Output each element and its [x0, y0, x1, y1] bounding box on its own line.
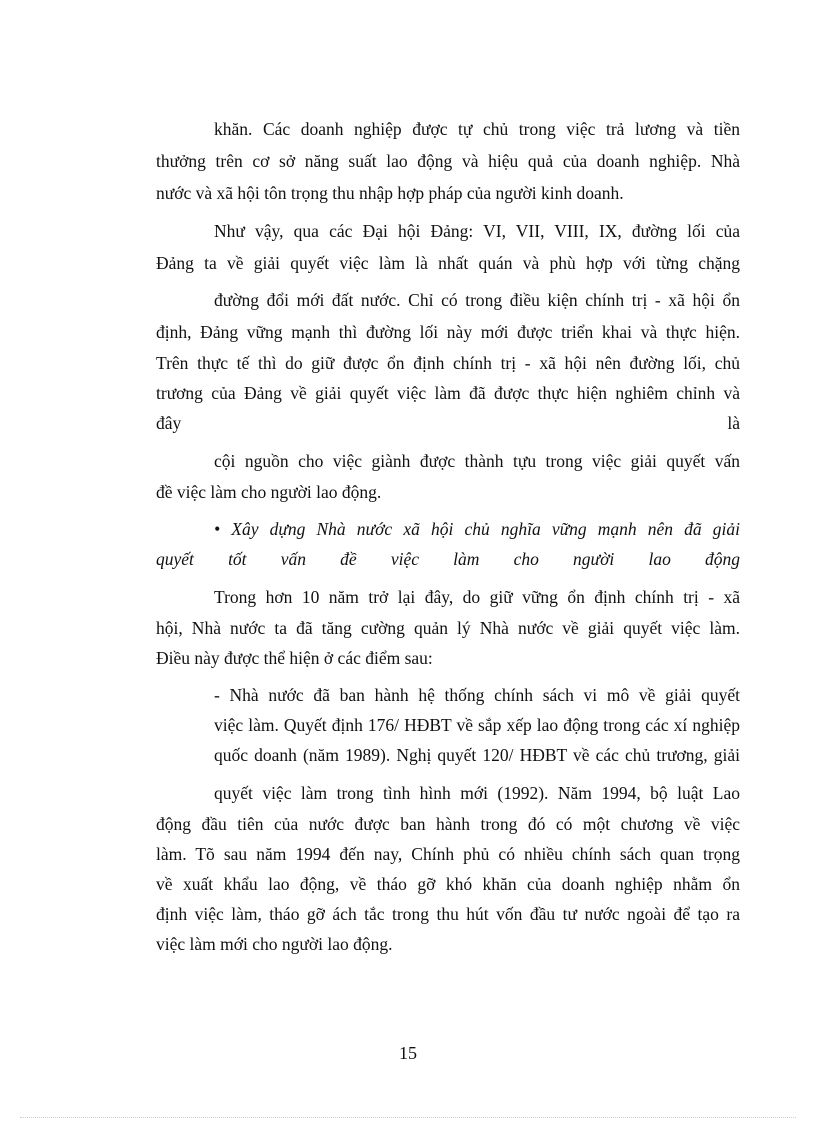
page-number: 15	[399, 1043, 417, 1063]
text-line: Đảng ta về giải quyết việc làm là nhất quán và phù hợp với từng chặng	[156, 253, 740, 273]
text-line: nước và xã hội tôn trọng thu nhập hợp pháp của người kinh doanh.	[156, 183, 624, 203]
text-line: về xuất khẩu lao động, về tháo gỡ khó khăn của doanh nghiệp nhằm ổn	[156, 874, 740, 894]
text-line: việc làm mới cho người lao động.	[156, 934, 393, 954]
text-line: đề việc làm cho người lao động.	[156, 482, 382, 502]
text-line: thưởng trên cơ sở năng suất lao động và hiệu quả của doanh nghiệp. Nhà	[156, 151, 740, 171]
text-line: đường đổi mới đất nước. Chỉ có trong điều kiện chính trị - xã hội ổn	[214, 290, 740, 310]
text-line: Trên thực tế thì do giữ được ổn định chính trị - xã hội nên đường lối, chủ	[156, 353, 740, 373]
text-line: định việc làm, tháo gỡ ách tắc trong thu hút vốn đầu tư nước ngoài để tạo ra	[156, 904, 740, 924]
text-line: Điều này được thể hiện ở các điểm sau:	[156, 648, 433, 668]
text-line: hội, Nhà nước ta đã tăng cường quản lý Nhà nước về giải quyết việc làm.	[156, 618, 740, 638]
text-line: Trong hơn 10 năm trở lại đây, do giữ vững ổn định chính trị - xã	[214, 587, 740, 607]
text-line: quyết việc làm trong tình hình mới (1992). Năm 1994, bộ luật Lao	[214, 783, 740, 803]
bullet-heading: quyết tốt vấn đề việc làm cho người lao động	[156, 549, 740, 569]
text-line: việc làm. Quyết định 176/ HĐBT về sắp xếp lao động trong các xí nghiệp	[214, 715, 740, 735]
page-bottom-border	[20, 1117, 796, 1118]
text-line: làm. Tõ sau năm 1994 đến nay, Chính phủ có nhiều chính sách quan trọng	[156, 844, 740, 864]
text-line: cội nguồn cho việc giành được thành tựu trong việc giải quyết vấn	[214, 451, 740, 471]
bullet-heading: • Xây dựng Nhà nước xã hội chủ nghĩa vững mạnh nên đã giải	[214, 519, 740, 539]
text-line: - Nhà nước đã ban hành hệ thống chính sách vi mô về giải quyết	[214, 685, 740, 705]
text-line: đây là	[156, 413, 740, 433]
text-line: trương của Đảng về giải quyết việc làm đã được thực hiện nghiêm chỉnh và	[156, 383, 740, 403]
text-line: Như vậy, qua các Đại hội Đảng: VI, VII, VIII, IX, đường lối của	[214, 221, 740, 241]
text-line: định, Đảng vững mạnh thì đường lối này mới được triển khai và thực hiện.	[156, 322, 740, 342]
text-line: quốc doanh (năm 1989). Nghị quyết 120/ HĐBT về các chủ trương, giải	[214, 745, 740, 765]
text-line: động đầu tiên của nước được ban hành trong đó có một chương về việc	[156, 814, 740, 834]
text-line: khăn. Các doanh nghiệp được tự chủ trong việc trả lương và tiền	[214, 119, 740, 139]
